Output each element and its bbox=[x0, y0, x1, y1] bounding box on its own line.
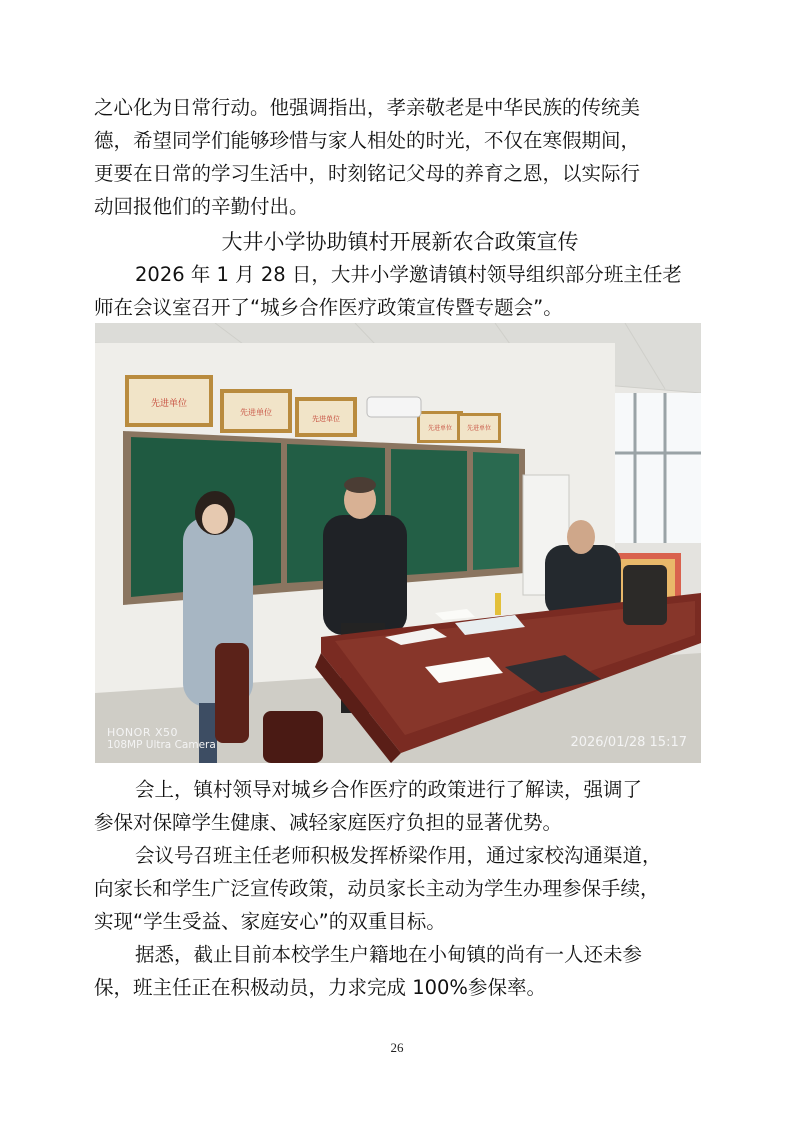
text-line: 据悉，截止目前本校学生户籍地在小甸镇的尚有一人还未参 bbox=[135, 943, 643, 966]
text-line: 会议号召班主任老师积极发挥桥梁作用，通过家校沟通渠道， bbox=[135, 844, 662, 867]
text-line: 会上，镇村领导对城乡合作医疗的政策进行了解读，强调了 bbox=[135, 778, 643, 801]
page-number: 26 bbox=[390, 1040, 404, 1055]
plaque-text: 先进单位 bbox=[312, 415, 340, 423]
text-line: 参保对保障学生健康、减轻家庭医疗负担的显著优势。 bbox=[94, 811, 563, 834]
text-line: 向家长和学生广泛宣传政策，动员家长主动为学生办理参保手续， bbox=[94, 877, 660, 900]
text-line: 2026 年 1 月 28 日，大井小学邀请镇村领导组织部分班主任老 bbox=[135, 263, 682, 286]
text-line: 动回报他们的辛勤付出。 bbox=[94, 195, 309, 218]
meeting-room-illustration bbox=[95, 323, 701, 763]
camera-model-watermark: 108MP Ultra Camera bbox=[107, 739, 216, 751]
plaque-text: 先进单位 bbox=[466, 425, 492, 432]
text-line: 保，班主任正在积极动员，力求完成 100%参保率。 bbox=[94, 976, 546, 999]
plaque-text: 先进单位 bbox=[240, 408, 272, 417]
text-line: 师在会议室召开了“城乡合作医疗政策宣传暨专题会”。 bbox=[94, 296, 563, 319]
text-line: 更要在日常的学习生活中，时刻铭记父母的养育之恩，以实际行 bbox=[94, 162, 641, 185]
text-line: 德，希望同学们能够珍惜与家人相处的时光，不仅在寒假期间， bbox=[94, 129, 641, 152]
photo-timestamp: 2026/01/28 15:17 bbox=[570, 735, 687, 750]
body-paragraphs bbox=[94, 773, 706, 1004]
text-line: 实现“学生受益、家庭安心”的双重目标。 bbox=[94, 910, 446, 933]
text-line: 之心化为日常行动。他强调指出，孝亲敬老是中华民族的传统美 bbox=[94, 96, 641, 119]
intro-paragraph bbox=[94, 258, 706, 324]
continued-paragraph bbox=[94, 91, 706, 223]
plaque-text: 先进单位 bbox=[427, 425, 453, 432]
camera-brand-watermark: HONOR X50 bbox=[107, 726, 178, 739]
section-title: 大井小学协助镇村开展新农合政策宣传 bbox=[221, 230, 579, 254]
meeting-photo bbox=[95, 323, 701, 763]
plaque-text: 先进单位 bbox=[150, 399, 188, 409]
